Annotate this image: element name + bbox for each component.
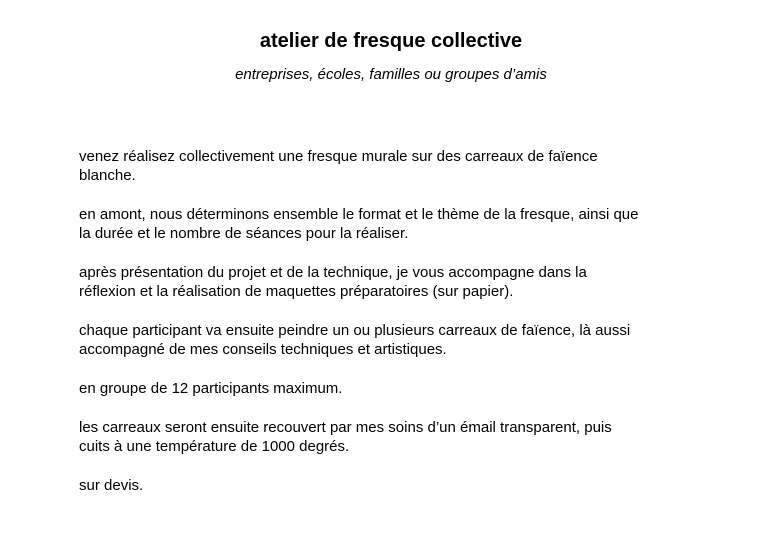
body-text [79, 147, 719, 515]
paragraph-painting: chaque participant va ensuite peindre un ou plusieurs carreaux de faïence, là aussi accompagné de mes conseils techniques et artistiques. [79, 322, 631, 358]
paragraph-intro: venez réalisez collectivement une fresque murale sur des carreaux de faïence blanche. [79, 148, 598, 184]
page-subtitle: entreprises, écoles, familles ou groupes d’amis [235, 66, 547, 83]
paragraph-firing: les carreaux seront ensuite recouvert par mes soins d’un émail transparent, puis cuits à une température de 1000 degrés. [79, 419, 612, 455]
paragraph-planning: en amont, nous déterminons ensemble le format et le thème de la fresque, ainsi que la durée et le nombre de séances pour la réaliser. [79, 206, 639, 242]
paragraph-group-size: en groupe de 12 participants maximum. [79, 380, 343, 397]
paragraph-mockups: après présentation du projet et de la technique, je vous accompagne dans la réflexion et la réalisation de maquettes préparatoires (sur papier). [79, 264, 587, 300]
page-title: atelier de fresque collective [259, 30, 523, 52]
paragraph-quote: sur devis. [79, 477, 144, 494]
